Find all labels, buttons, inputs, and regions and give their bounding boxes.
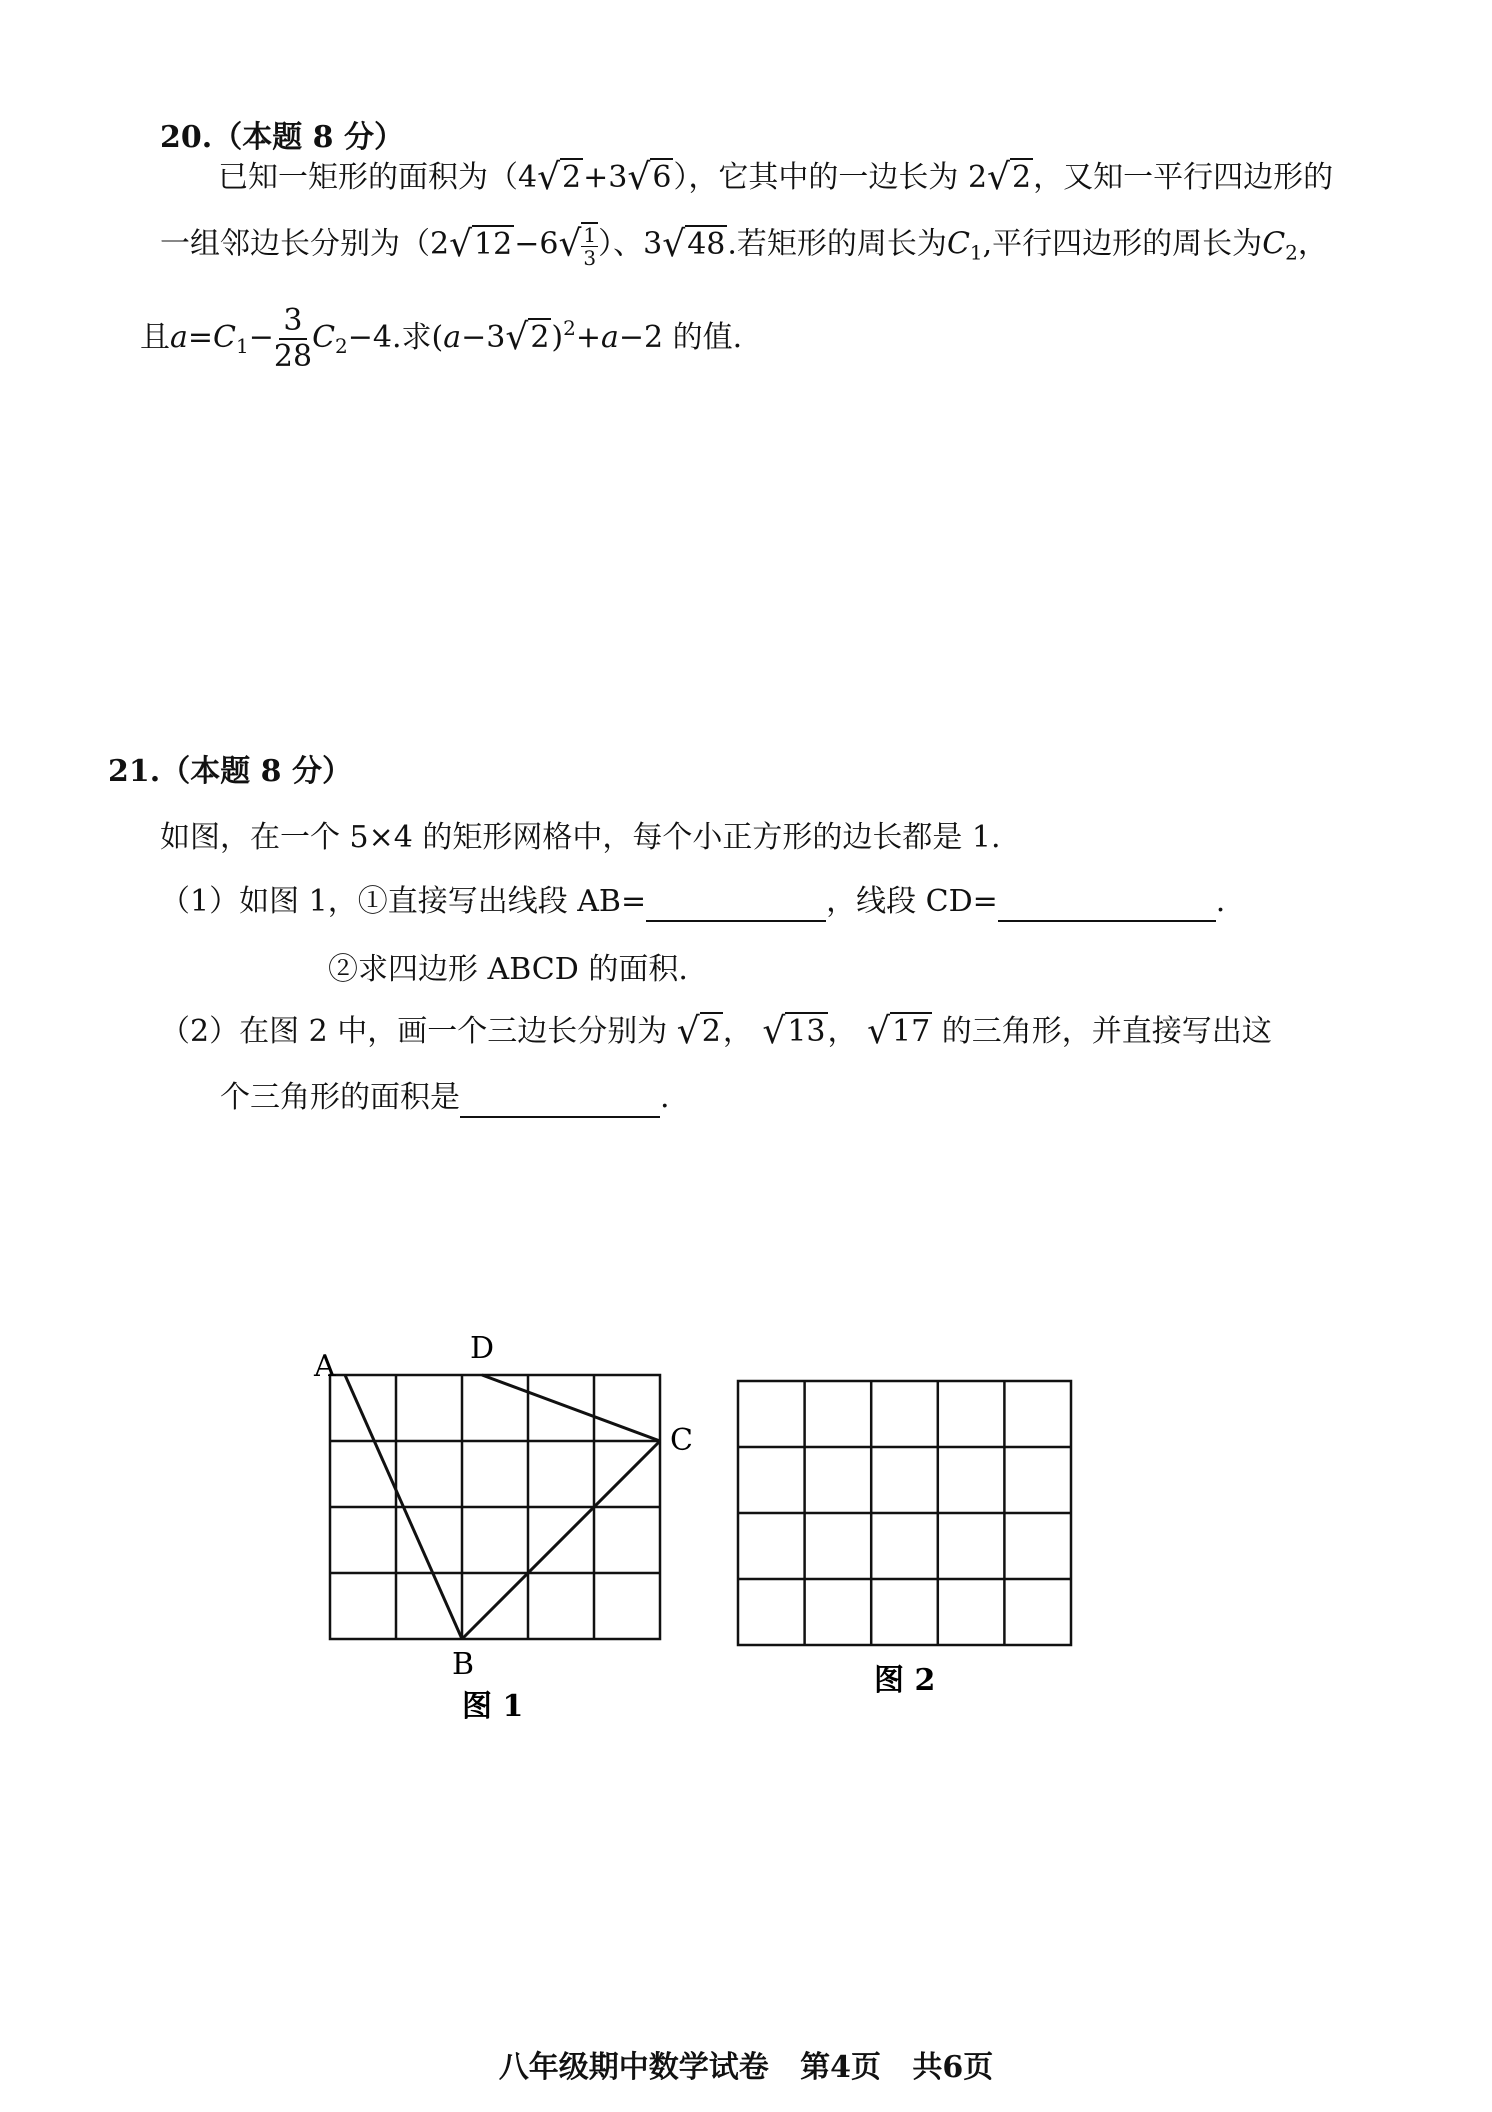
sqrt-17: √17: [867, 1011, 931, 1052]
q21-header: 21.（本题 8 分）: [108, 754, 352, 789]
label-a: A: [314, 1349, 336, 1384]
q20-line2: 一组邻边长分别为（2√12−6√ $\frac{1}{3}$ ）、3√48.若矩形的周长为$C_1$,平行四边形的周长为$C_2$，: [160, 223, 1328, 270]
sqrt-13: √13: [762, 1011, 826, 1052]
sqrt-48: √48: [662, 223, 726, 265]
sqrt-6: √6: [627, 157, 672, 198]
label-d: D: [470, 1331, 495, 1366]
q21-intro: 如图，在一个 5×4 的矩形网格中，每个小正方形的边长都是 1.: [160, 820, 1001, 855]
segment-bc: [462, 1441, 660, 1639]
figure1-grid: [330, 1375, 660, 1639]
sqrt-2: √2: [537, 157, 582, 198]
sqrt-2: √2: [505, 317, 550, 358]
page-footer: 八年级期中数学试卷 第4页 共6页: [498, 2050, 994, 2085]
figure1-caption: 图 1: [462, 1689, 524, 1724]
sqrt-12: √12: [449, 223, 513, 265]
fraction-3-28: $\frac{3}{28}$: [273, 303, 313, 374]
sqrt-2: √2: [676, 1011, 721, 1052]
q21-part1-2: ②求四边形 ABCD 的面积.: [328, 952, 688, 987]
q20-line3: 且$a=C_1-$ $\frac{3}{28}$ $C_2-4$.求$(a-3√2)^2+a-2$ 的值.: [140, 303, 743, 374]
q21-part2: （2）在图 2 中，画一个三边长分别为 √2， √13， √17 的三角形，并直接写出这: [160, 1011, 1272, 1052]
q20-line1: 已知一矩形的面积为（4√2+3√6），它其中的一边长为 2√2，又知一平行四边形的: [218, 157, 1334, 198]
figure2-caption: 图 2: [874, 1663, 936, 1698]
q20-header: 20.（本题 8 分）: [160, 120, 404, 155]
figure2-grid: [738, 1381, 1071, 1645]
label-c: C: [670, 1423, 693, 1458]
label-b: B: [452, 1647, 475, 1682]
sqrt-one-third: √ $\frac{1}{3}$: [558, 223, 597, 270]
segment-cd: [482, 1375, 660, 1441]
sqrt-2: √2: [987, 157, 1032, 198]
q21-part1: （1）如图 1，①直接写出线段 AB= ，线段 CD= .: [160, 882, 1225, 922]
q21-part2-line2: 个三角形的面积是 .: [220, 1078, 670, 1118]
